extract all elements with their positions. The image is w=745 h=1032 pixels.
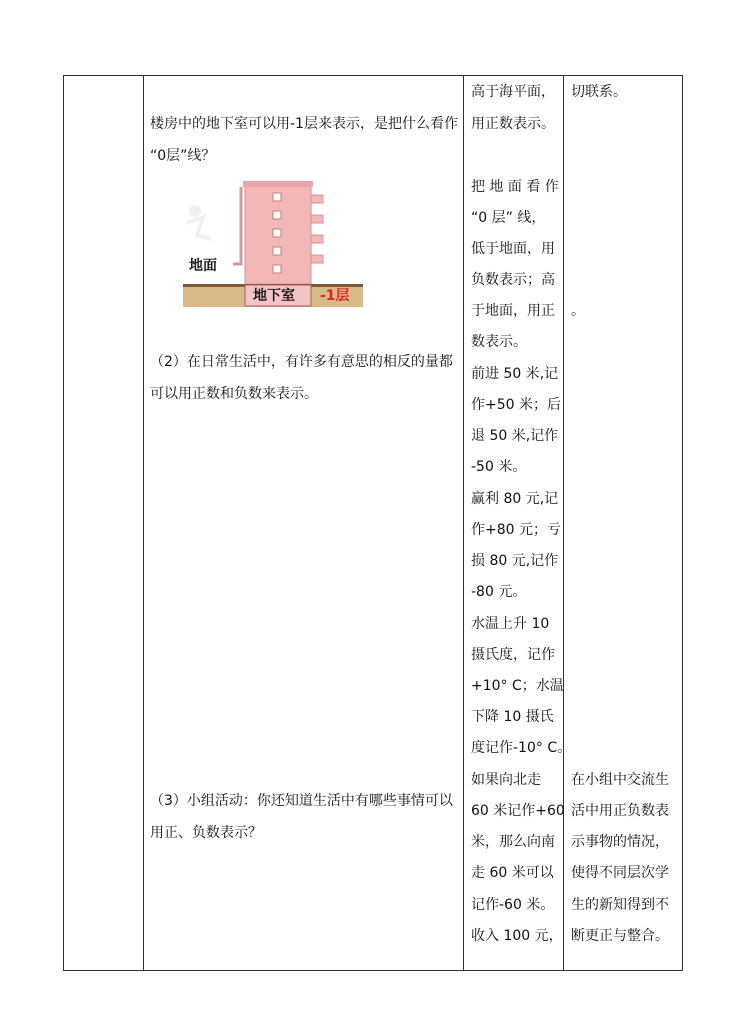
answer-line: 于地面，用正 [471,303,555,319]
question-1-line-1: 楼房中的地下室可以用-1层来表示，是把什么看作 [150,116,458,132]
floor-label: -1层 [320,288,350,304]
answer-line: 用正数表示。 [471,116,555,132]
question-1-line-2: “0层”线？ [150,148,216,164]
answer-line: 数表示。 [471,334,527,350]
answer-line: 水温上升 10 [471,616,550,632]
answer-line: 损 80 元,记作 [471,553,559,569]
intent-line: 示事物的情况， [571,834,669,850]
building-figure [183,179,363,311]
answer-line: 如果向北走 [471,772,541,788]
answer-line: 高于海平面， [471,84,555,100]
answer-line: 收入 100 元， [471,928,563,944]
column-divider [463,76,464,970]
answer-line: 前进 50 米,记 [471,366,559,382]
column-divider [143,76,144,970]
intent-line: 断更正与整合。 [571,928,669,944]
question-2-line-2: 可以用正数和负数来表示。 [150,386,318,402]
answer-line: 负数表示；高 [471,272,555,288]
answer-line: 退 50 米,记作 [471,428,559,444]
answer-line: 60 米记作+60 [471,803,565,819]
answer-line: -50 米。 [471,459,527,475]
ground-label: 地面 [189,258,217,274]
answer-line: 赢利 80 元,记 [471,491,559,507]
question-2-line-1: （2）在日常生活中，有许多有意思的相反的量都 [150,354,453,370]
answer-line: 走 60 米可以 [471,865,554,881]
intent-line: 在小组中交流生 [571,772,669,788]
answer-line: 下降 10 摄氏 [471,709,554,725]
question-3-line-1: （3）小组活动：你还知道生活中有哪些事情可以 [150,793,453,809]
answer-line: 记作-60 米。 [471,897,555,913]
answer-line: 作+50 米；后 [471,397,561,413]
lesson-table [63,75,683,971]
intent-line: 生的新知得到不 [571,897,669,913]
intent-line: 活中用正负数表 [571,803,669,819]
answer-line: 把 地 面 看 作 [471,179,559,195]
intent-line: 使得不同层次学 [571,865,669,881]
answer-line: “0 层” 线， [471,210,546,226]
answer-line: 低于地面，用 [471,241,555,257]
column-divider [563,76,564,970]
answer-line: 米，那么向南 [471,834,555,850]
intent-line-top: 切联系。 [571,84,627,100]
intent-dot: 。 [571,303,585,319]
answer-line: +10° C；水温 [471,678,564,694]
answer-line: -80 元。 [471,584,527,600]
answer-line: 摄氏度，记作 [471,647,555,663]
watermark-logo [187,205,211,239]
question-3-line-2: 用正、负数表示？ [150,825,262,841]
answer-line: 作+80 元；亏 [471,522,561,538]
answer-line: 度记作-10° C。 [471,740,572,756]
basement-label: 地下室 [253,288,295,304]
